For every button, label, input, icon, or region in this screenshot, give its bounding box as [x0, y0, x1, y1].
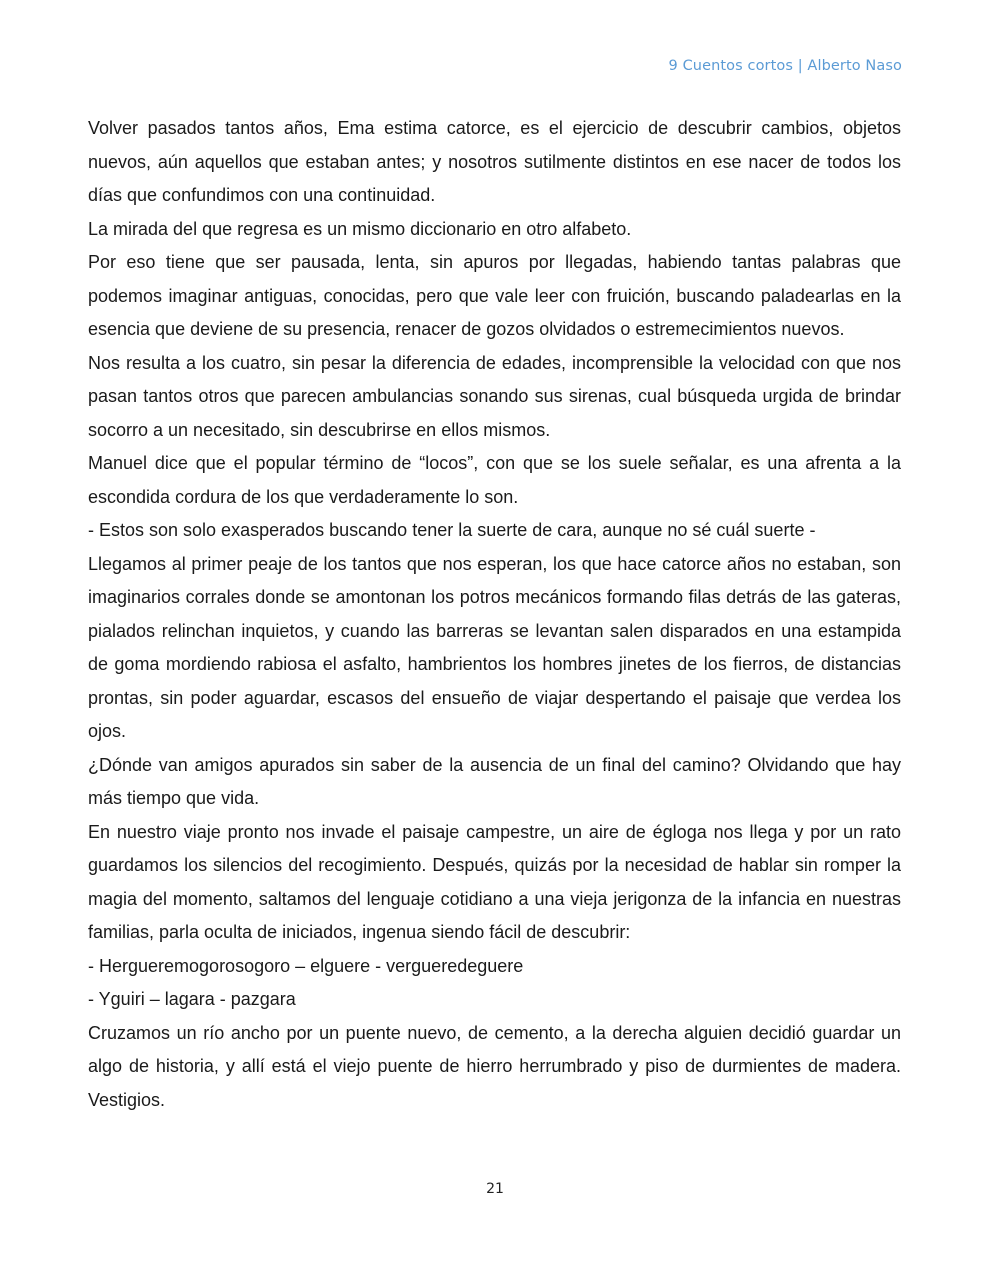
- paragraph: Manuel dice que el popular término de “locos”, con que se los suele señalar, es una afrenta a la escondida cordura de los que verdaderamente lo son.: [88, 453, 901, 507]
- paragraph: La mirada del que regresa es un mismo diccionario en otro alfabeto.: [88, 218, 632, 239]
- paragraph: - Hergueremogorosogoro – elguere - vergueredeguere: [88, 955, 524, 976]
- paragraph: Volver pasados tantos años, Ema estima catorce, es el ejercicio de descubrir cambios, objetos nuevos, aún aquellos que estaban antes; y nosotros sutilmente distintos en ese nacer de todos los días que confundimos con una continuidad.: [88, 118, 901, 205]
- page-number: 21: [486, 1181, 504, 1197]
- paragraph: ¿Dónde van amigos apurados sin saber de la ausencia de un final del camino? Olvidando que hay más tiempo que vida.: [88, 754, 901, 808]
- paragraph: Nos resulta a los cuatro, sin pesar la diferencia de edades, incomprensible la velocidad con que nos pasan tantos otros que parecen ambulancias sonando sus sirenas, cual búsqueda urgida de brindar socorro a un necesitado, sin descubrirse en ellos mismos.: [88, 352, 901, 440]
- paragraph: Cruzamos un río ancho por un puente nuevo, de cemento, a la derecha alguien decidió guardar un algo de historia, y allí está el viejo puente de hierro herrumbrado y piso de durmientes de madera. Vestigios.: [88, 1022, 901, 1110]
- paragraph: En nuestro viaje pronto nos invade el paisaje campestre, un aire de égloga nos llega y por un rato guardamos los silencios del recogimiento. Después, quizás por la necesidad de hablar sin romper la magia del momento, saltamos del lenguaje cotidiano a una vieja jerigonza de la infancia en nuestras familias, parla oculta de iniciados, ingenua siendo fácil de descubrir:: [88, 821, 901, 942]
- body-text: [88, 112, 901, 1117]
- paragraph: - Yguiri – lagara - pazgara: [88, 989, 296, 1009]
- paragraph: Llegamos al primer peaje de los tantos que nos esperan, los que hace catorce años no estaban, son imaginarios corrales donde se amontonan los potros mecánicos formando filas detrás de las gateras, pialados relinchan inquietos, y cuando las barreras se levantan salen disparados en una estampida de goma mordiendo rabiosa el asfalto, hambrientos los hombres jinetes de los fierros, de distancias prontas, sin poder aguardar, escasos del ensueño de viajar despertando el paisaje que verdea los ojos.: [88, 553, 901, 741]
- running-header: 9 Cuentos cortos | Alberto Naso: [668, 58, 902, 74]
- paragraph: Por eso tiene que ser pausada, lenta, sin apuros por llegadas, habiendo tantas palabras que podemos imaginar antiguas, conocidas, pero que vale leer con fruición, buscando paladearlas en la esencia que deviene de su presencia, renacer de gozos olvidados o estremecimientos nuevos.: [88, 252, 901, 339]
- paragraph: - Estos son solo exasperados buscando tener la suerte de cara, aunque no sé cuál suerte -: [88, 520, 816, 540]
